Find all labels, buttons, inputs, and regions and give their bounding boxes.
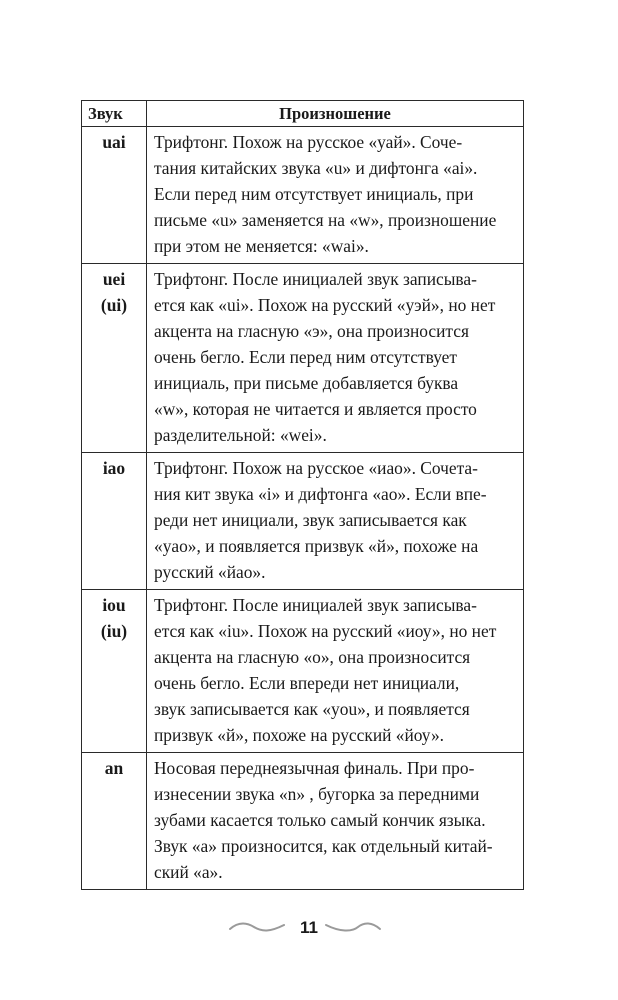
pronunciation-cell: [147, 127, 524, 264]
description-line: очень бегло. Если впереди нет инициали,: [154, 673, 460, 693]
table-row: [82, 264, 524, 453]
page-footer: [0, 916, 618, 942]
header-sound: Звук: [82, 101, 147, 127]
sound-cell: [82, 590, 147, 753]
table-header-row: [82, 101, 524, 127]
description-line: Звук «а» произносится, как отдельный китай-: [154, 836, 493, 856]
description-line: разделительной: «wei».: [154, 425, 327, 445]
wave-ornament-right-icon: [324, 920, 382, 934]
description-line: реди нет инициали, звук записывается как: [154, 510, 467, 530]
pronunciation-cell: [147, 590, 524, 753]
pronunciation-cell: [147, 453, 524, 590]
description-line: ния кит звука «i» и дифтонга «ao». Если впе-: [154, 484, 487, 504]
sound-cell: [82, 453, 147, 590]
description-line: акцента на гласную «о», она произносится: [154, 647, 471, 667]
description-line: Носовая переднеязычная финаль. При про-: [154, 758, 475, 778]
description-line: русский «йао».: [154, 562, 266, 582]
table-body: [82, 127, 524, 890]
description-line: «yao», и появляется призвук «й», похоже на: [154, 536, 479, 556]
sound-label: an: [104, 758, 124, 778]
description-line: тания китайских звука «u» и дифтонга «ai».: [154, 158, 478, 178]
sound-label-alt: (iu): [100, 621, 128, 641]
description-line: звук записывается как «you», и появляется: [154, 699, 470, 719]
sound-label: iou: [102, 595, 126, 615]
description-line: «w», которая не читается и является просто: [154, 399, 477, 419]
table-row: [82, 127, 524, 264]
sound-cell: [82, 264, 147, 453]
pronunciation-table: [81, 100, 524, 890]
description-line: при этом не меняется: «wai».: [154, 236, 369, 256]
sound-label-alt: (ui): [100, 295, 128, 315]
description-line: акцента на гласную «э», она произносится: [154, 321, 469, 341]
sound-cell: [82, 753, 147, 890]
description-line: очень бегло. Если перед ним отсутствует: [154, 347, 457, 367]
page-number: 11: [300, 918, 318, 937]
sound-label: iao: [102, 458, 126, 478]
description-line: инициаль, при письме добавляется буква: [154, 373, 459, 393]
description-line: Трифтонг. После инициалей звук записыва-: [154, 269, 477, 289]
description-line: ется как «ui». Похож на русский «уэй», но нет: [154, 295, 496, 315]
header-pronunciation: Произношение: [147, 101, 524, 127]
description-line: Если перед ним отсутствует инициаль, при: [154, 184, 474, 204]
description-line: ется как «iu». Похож на русский «иоу», но нет: [154, 621, 497, 641]
sound-label: uai: [102, 132, 126, 152]
description-line: изнесении звука «n» , бугорка за передними: [154, 784, 480, 804]
description-line: призвук «й», похоже на русский «йоу».: [154, 725, 444, 745]
table-row: [82, 753, 524, 890]
sound-cell: [82, 127, 147, 264]
pronunciation-cell: [147, 264, 524, 453]
description-line: письме «u» заменяется на «w», произношение: [154, 210, 497, 230]
description-line: ский «а».: [154, 862, 223, 882]
description-line: Трифтонг. Похож на русское «иао». Сочета-: [154, 458, 478, 478]
description-line: Трифтонг. После инициалей звук записыва-: [154, 595, 477, 615]
sound-label: uei: [102, 269, 126, 289]
table-row: [82, 590, 524, 753]
pronunciation-cell: [147, 753, 524, 890]
description-line: Трифтонг. Похож на русское «уай». Соче-: [154, 132, 463, 152]
description-line: зубами касается только самый кончик языка.: [154, 810, 486, 830]
table-row: [82, 453, 524, 590]
